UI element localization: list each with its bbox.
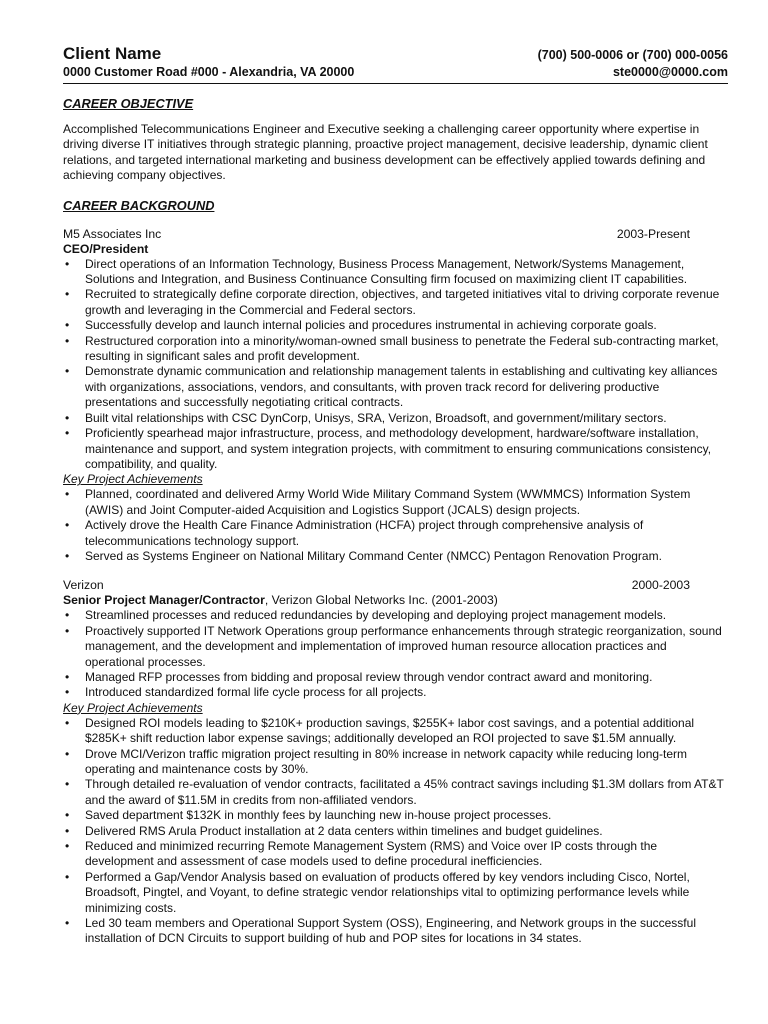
achievement-item: • Through detailed re-evaluation of vendor contracts, facilitated a 45% contract savings including $1.3M dollars from AT&T and the award of $11.5M in credits from non-affiliated vendors. — [63, 777, 728, 808]
achievement-item: • Drove MCI/Verizon traffic migration project resulting in 80% increase in network capacity while reducing long-term operating and maintenance costs by 30%. — [63, 747, 728, 778]
header-divider — [63, 83, 728, 84]
achievement-item: • Actively drove the Health Care Finance Administration (HCFA) project through comprehensive analysis of telecommunications technology support. — [63, 518, 728, 549]
achievement-item: • Delivered RMS Arula Product installation at 2 data centers within timelines and budget guidelines. — [63, 824, 728, 839]
job-dates: 2003-Present — [616, 226, 690, 241]
achievement-item: • Performed a Gap/Vendor Analysis based on evaluation of products offered by key vendors including Cisco, Nortel, Broadsoft, Pingtel, and Voyant, to define strategic vendor relationships vital to optimizing performance levels while minimizing costs. — [63, 870, 728, 916]
responsibility-item: • Proficiently spearhead major infrastructure, process, and methodology development, hardware/software installation, maintenance and support, and system integration projects, with commitment to ensuring communications consistency, compatibility, and quality. — [63, 426, 728, 472]
responsibility-item: • Managed RFP processes from bidding and proposal review through vendor contract award and monitoring. — [63, 670, 728, 685]
responsibility-item: • Streamlined processes and reduced redundancies by developing and deploying project management models. — [63, 608, 728, 623]
objective-text: Accomplished Telecommunications Engineer and Executive seeking a challenging career opportunity where expertise in driving diverse IT initiatives through strategic planning, proactive project management, decisive leadership, dynamic client relations, and targeted international marketing and business development can be effectively applied towards defining and achieving company objectives. — [63, 122, 708, 183]
responsibility-item: • Built vital relationships with CSC DynCorp, Unisys, SRA, Verizon, Broadsoft, and government/military sectors. — [63, 411, 728, 426]
achievements-heading: Key Project Achievements — [63, 472, 203, 487]
job-title: CEO/President — [63, 241, 149, 256]
responsibility-item: • Proactively supported IT Network Operations group performance enhancements through strategic reorganization, sound management, and the development and implementation of improved human resource allocation practices and operational processes. — [63, 624, 728, 670]
background-heading: CAREER BACKGROUND — [63, 197, 215, 213]
phone-numbers: (700) 500-0006 or (700) 000-0056 — [537, 48, 728, 62]
responsibility-item: • Restructured corporation into a minority/woman-owned small business to penetrate the Federal sub-contracting market, resulting in significant sales and profit development. — [63, 334, 728, 365]
achievements-list — [63, 716, 728, 947]
job-company: Verizon — [63, 578, 104, 593]
responsibility-item: • Introduced standardized formal life cycle process for all projects. — [63, 685, 728, 700]
responsibility-item: • Successfully develop and launch internal policies and procedures instrumental in achieving corporate goals. — [63, 318, 728, 333]
client-name: Client Name — [63, 44, 162, 63]
job-title-line — [63, 242, 728, 257]
achievement-item: • Served as Systems Engineer on National Military Command Center (NMCC) Pentagon Renovation Program. — [63, 549, 728, 564]
jobs-list — [63, 226, 728, 947]
job-company: M5 Associates Inc — [63, 226, 162, 241]
header-top-row — [63, 44, 728, 65]
email-address: ste0000@0000.com — [612, 65, 728, 79]
achievement-item: • Saved department $132K in monthly fees by launching new in-house project processes. — [63, 808, 728, 823]
achievement-item: • Led 30 team members and Operational Support System (OSS), Engineering, and Network groups in the successful installation of DCN Circuits to support building of hub and POP sites for locations in 34 states. — [63, 916, 728, 947]
responsibilities-list — [63, 257, 728, 473]
job-header — [63, 577, 728, 593]
achievement-item: • Planned, coordinated and delivered Army World Wide Military Command System (WWMMCS) Information System (AWIS) and Joint Computer-aided Acquisition and Logistics Support (JCALS) design projects. — [63, 487, 728, 518]
job-dates: 2000-2003 — [631, 578, 690, 593]
job-title-suffix: , Verizon Global Networks Inc. (2001-2003) — [264, 593, 498, 608]
job-entry — [63, 577, 728, 947]
header-address-row — [63, 65, 728, 80]
mailing-address: 0000 Customer Road #000 - Alexandria, VA 20000 — [63, 65, 355, 79]
responsibilities-list — [63, 608, 728, 700]
achievements-heading: Key Project Achievements — [63, 700, 203, 715]
achievement-item: • Reduced and minimized recurring Remote Management System (RMS) and Voice over IP costs through the development and assessment of case models used to define procedural inefficiencies. — [63, 839, 728, 870]
job-title: Senior Project Manager/Contractor — [63, 593, 265, 608]
responsibility-item: • Recruited to strategically define corporate direction, objectives, and targeted initiatives vital to driving corporate revenue growth and leveraging in the Commercial and Federal sectors. — [63, 287, 728, 318]
responsibility-item: • Direct operations of an Information Technology, Business Process Management, Network/Systems Management, Solutions and Integration, and Business Continuance Consulting firm focused on maximizing client IT capabilities. — [63, 257, 728, 288]
responsibility-item: • Demonstrate dynamic communication and relationship management talents in establishing and cultivating key alliances with organizations, associations, vendors, and consultants, with proven track record for delivering productive presentations and successfully negotiating critical contracts. — [63, 364, 728, 410]
objective-heading: CAREER OBJECTIVE — [63, 96, 194, 111]
job-entry — [63, 226, 728, 565]
achievements-list — [63, 487, 728, 564]
achievement-item: • Designed ROI models leading to $210K+ production savings, $255K+ labor cost savings, and a potential additional $285K+ shift reduction labor expense savings; additionally developed an ROI projected to save $1.5M annually. — [63, 716, 728, 747]
job-title-line — [63, 593, 728, 608]
job-header — [63, 226, 728, 242]
